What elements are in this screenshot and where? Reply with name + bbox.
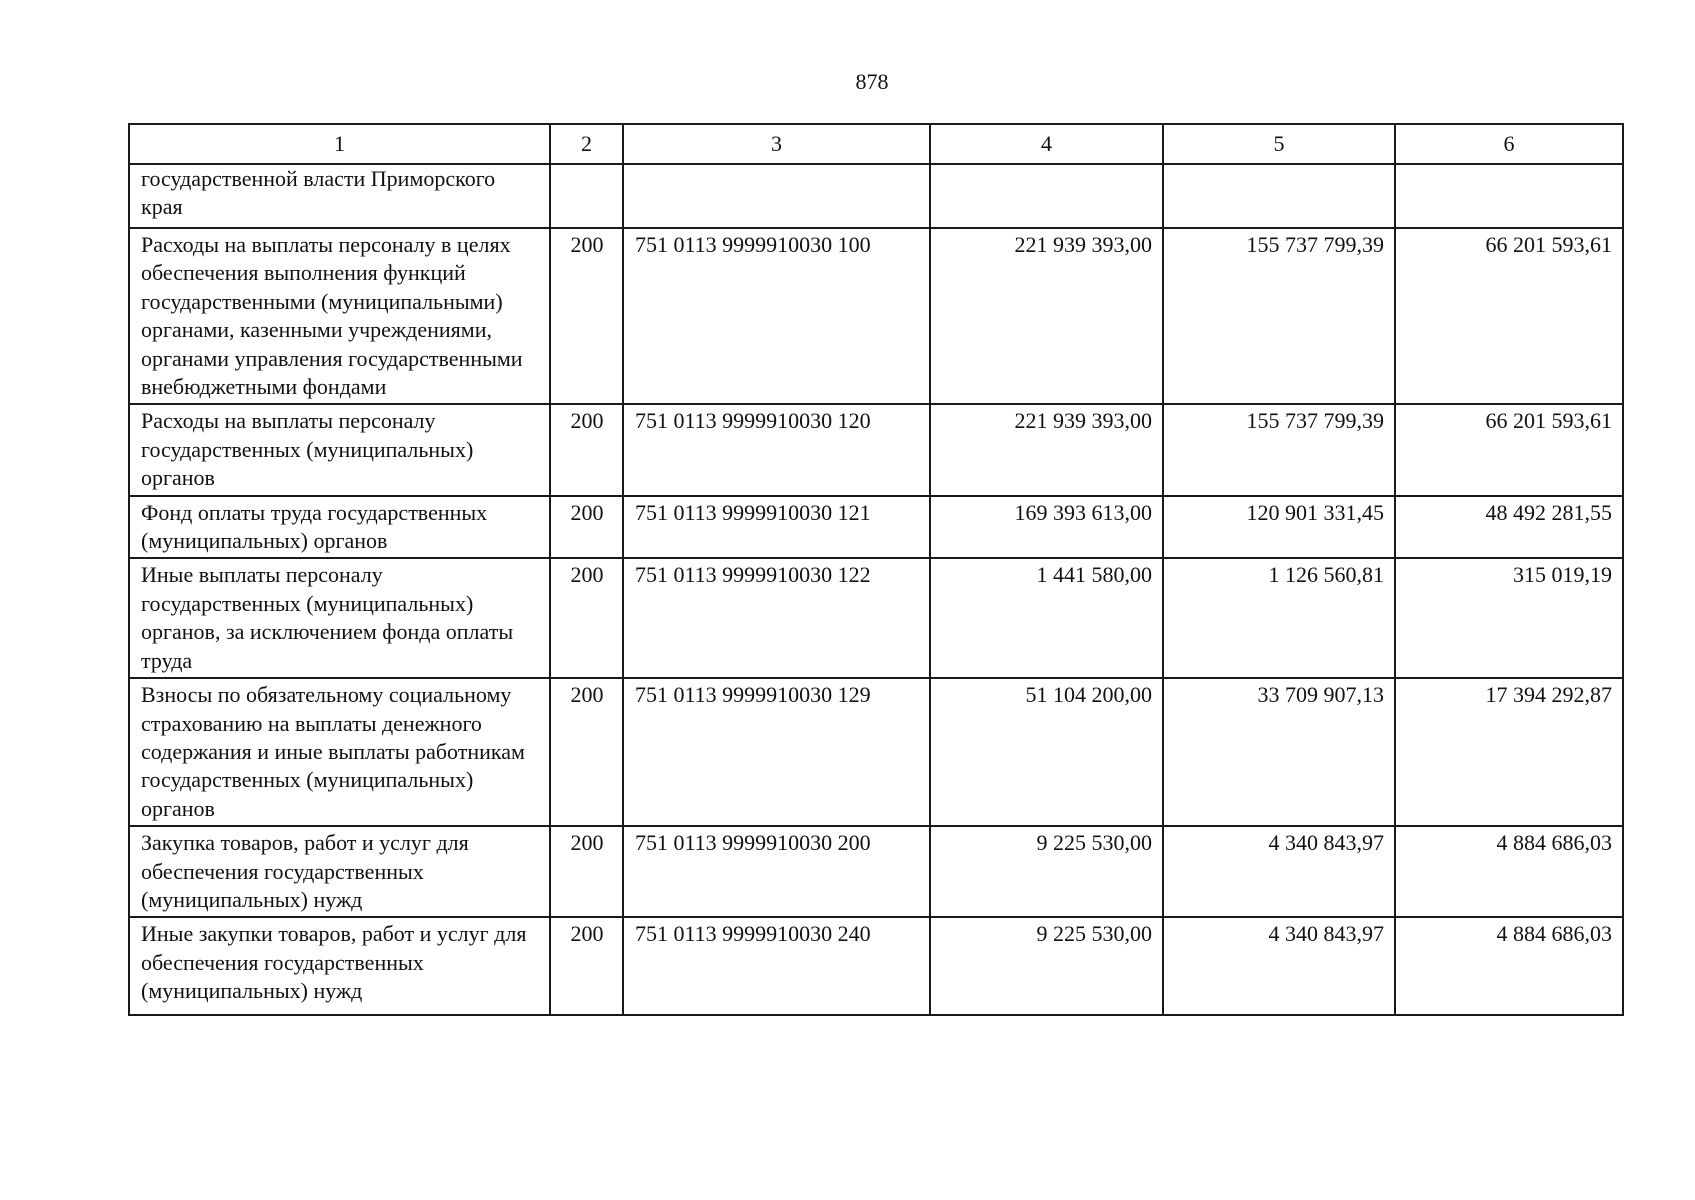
row-name: Закупка товаров, работ и услуг для обеспечения государственных (муниципальных) нужд bbox=[129, 826, 550, 917]
row-approved: 1 441 580,00 bbox=[930, 558, 1163, 678]
column-header-1: 1 bbox=[129, 124, 550, 164]
row-remaining: 66 201 593,61 bbox=[1395, 228, 1623, 404]
table-row bbox=[129, 496, 1623, 559]
row-budget-code: 751 0113 9999910030 200 bbox=[623, 826, 930, 917]
row-approved: 9 225 530,00 bbox=[930, 917, 1163, 1015]
row-approved: 221 939 393,00 bbox=[930, 228, 1163, 404]
row-name: государственной власти Приморского края bbox=[129, 164, 550, 228]
table-row bbox=[129, 164, 1623, 228]
row-name: Расходы на выплаты персоналу в целях обеспечения выполнения функций государственными (муниципальными) органами, казенными учреждениями, органами управления государственными внебюджетными фондами bbox=[129, 228, 550, 404]
row-remaining bbox=[1395, 164, 1623, 228]
row-admin-code: 200 bbox=[550, 404, 623, 495]
row-executed: 155 737 799,39 bbox=[1163, 228, 1395, 404]
row-remaining: 17 394 292,87 bbox=[1395, 678, 1623, 826]
row-name: Расходы на выплаты персоналу государственных (муниципальных) органов bbox=[129, 404, 550, 495]
budget-table bbox=[128, 123, 1624, 1016]
row-name: Иные закупки товаров, работ и услуг для обеспечения государственных (муниципальных) нужд bbox=[129, 917, 550, 1015]
row-admin-code: 200 bbox=[550, 678, 623, 826]
row-executed: 33 709 907,13 bbox=[1163, 678, 1395, 826]
row-remaining: 4 884 686,03 bbox=[1395, 826, 1623, 917]
column-header-4: 4 bbox=[930, 124, 1163, 164]
row-approved bbox=[930, 164, 1163, 228]
row-budget-code: 751 0113 9999910030 100 bbox=[623, 228, 930, 404]
row-executed: 4 340 843,97 bbox=[1163, 917, 1395, 1015]
row-executed: 1 126 560,81 bbox=[1163, 558, 1395, 678]
column-header-5: 5 bbox=[1163, 124, 1395, 164]
row-executed: 120 901 331,45 bbox=[1163, 496, 1395, 559]
row-admin-code: 200 bbox=[550, 558, 623, 678]
row-budget-code: 751 0113 9999910030 129 bbox=[623, 678, 930, 826]
row-remaining: 315 019,19 bbox=[1395, 558, 1623, 678]
table-row bbox=[129, 404, 1623, 495]
row-executed: 155 737 799,39 bbox=[1163, 404, 1395, 495]
row-budget-code bbox=[623, 164, 930, 228]
row-admin-code: 200 bbox=[550, 826, 623, 917]
row-admin-code: 200 bbox=[550, 228, 623, 404]
row-approved: 221 939 393,00 bbox=[930, 404, 1163, 495]
table-header-row bbox=[129, 124, 1623, 164]
row-budget-code: 751 0113 9999910030 121 bbox=[623, 496, 930, 559]
row-approved: 169 393 613,00 bbox=[930, 496, 1163, 559]
row-name: Взносы по обязательному социальному страхованию на выплаты денежного содержания и иные выплаты работникам государственных (муниципальных) органов bbox=[129, 678, 550, 826]
column-header-2: 2 bbox=[550, 124, 623, 164]
table-row bbox=[129, 678, 1623, 826]
row-budget-code: 751 0113 9999910030 122 bbox=[623, 558, 930, 678]
row-executed: 4 340 843,97 bbox=[1163, 826, 1395, 917]
table-row bbox=[129, 558, 1623, 678]
row-remaining: 48 492 281,55 bbox=[1395, 496, 1623, 559]
column-header-6: 6 bbox=[1395, 124, 1623, 164]
row-remaining: 66 201 593,61 bbox=[1395, 404, 1623, 495]
row-budget-code: 751 0113 9999910030 120 bbox=[623, 404, 930, 495]
row-budget-code: 751 0113 9999910030 240 bbox=[623, 917, 930, 1015]
row-executed bbox=[1163, 164, 1395, 228]
row-name: Иные выплаты персоналу государственных (муниципальных) органов, за исключением фонда оплаты труда bbox=[129, 558, 550, 678]
row-remaining: 4 884 686,03 bbox=[1395, 917, 1623, 1015]
page-number: 878 bbox=[855, 69, 889, 94]
row-approved: 51 104 200,00 bbox=[930, 678, 1163, 826]
row-admin-code bbox=[550, 164, 623, 228]
row-name: Фонд оплаты труда государственных (муниципальных) органов bbox=[129, 496, 550, 559]
column-header-3: 3 bbox=[623, 124, 930, 164]
row-admin-code: 200 bbox=[550, 496, 623, 559]
row-admin-code: 200 bbox=[550, 917, 623, 1015]
table-row bbox=[129, 826, 1623, 917]
table-row bbox=[129, 917, 1623, 1015]
row-approved: 9 225 530,00 bbox=[930, 826, 1163, 917]
table-row bbox=[129, 228, 1623, 404]
